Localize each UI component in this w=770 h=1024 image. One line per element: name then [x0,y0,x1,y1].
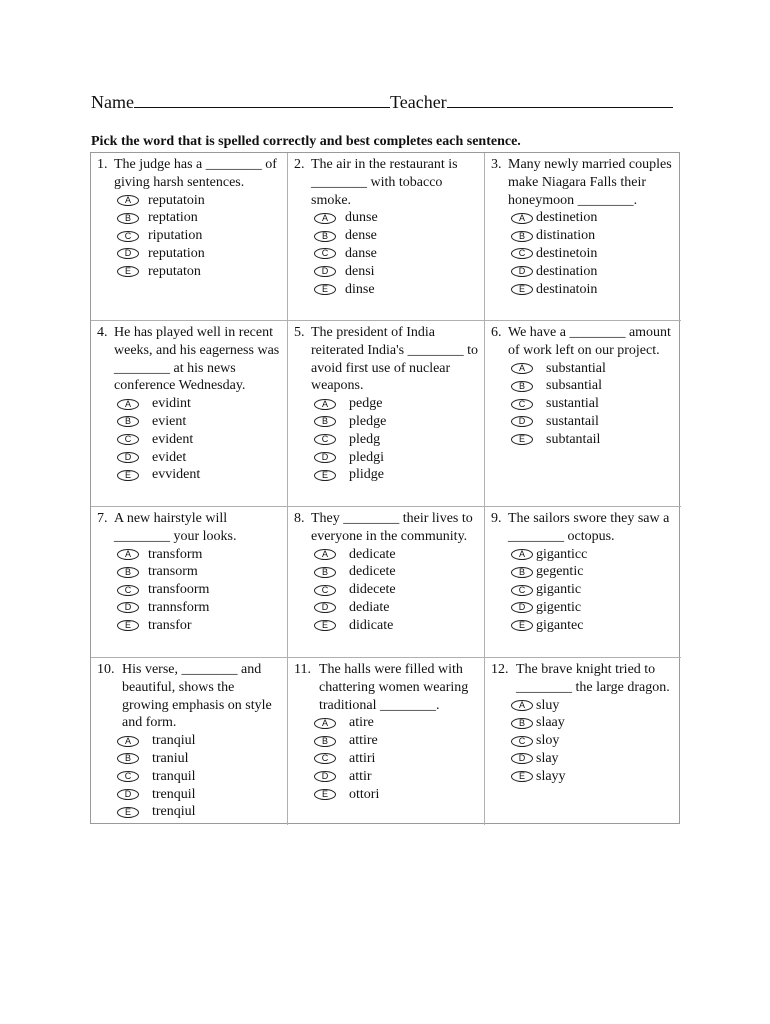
answer-option [314,563,480,581]
answer-word: evidint [152,396,191,412]
answer-bubble[interactable]: B [511,231,533,242]
answer-bubble[interactable]: A [117,399,139,410]
answer-option [117,263,283,281]
answer-word: attire [349,733,378,749]
answer-option [117,581,283,599]
answer-word: reptation [148,210,198,226]
question-number: 5. [294,325,305,340]
answer-option [117,786,283,804]
answer-option [117,599,283,617]
answer-bubble[interactable]: C [314,753,336,764]
question [294,510,480,546]
answer-bubble[interactable]: E [511,434,533,445]
answer-bubble[interactable]: D [511,266,533,277]
answer-bubble[interactable]: E [117,266,139,277]
answer-bubble[interactable]: C [511,248,533,259]
answer-word: dunse [345,210,378,226]
answer-word: tranquil [152,768,196,784]
instructions: Pick the word that is spelled correctly and best completes each sentence. [91,134,521,149]
question-number: 8. [294,511,305,526]
question-text: The president of India reiterated India's ________ to avoid first use of nuclear weapons. [311,325,478,394]
answer-word: plidge [349,467,384,483]
answer-word: destinetoin [536,245,598,261]
question [97,661,283,732]
answer-option [511,377,677,395]
answer-bubble[interactable]: C [511,399,533,410]
question [491,324,677,360]
answer-bubble[interactable]: E [314,620,336,631]
answer-options [511,209,677,298]
answer-word: attiri [349,750,376,766]
answer-word: giganticc [536,546,588,562]
answer-word: sustantail [546,413,599,429]
answer-bubble[interactable]: D [117,248,139,259]
question-cell [485,658,681,825]
question-text: Many newly married couples make Niagara Falls their honeymoon ________. [508,157,672,208]
question-text: The sailors swore they saw a ________ octopus. [508,511,670,544]
answer-word: subtantail [546,431,601,447]
answer-bubble[interactable]: A [511,213,533,224]
answer-option [117,563,283,581]
answer-option [117,227,283,245]
question-cell [91,321,288,507]
answer-bubble[interactable]: E [511,284,533,295]
answer-option [314,599,480,617]
answer-option [314,714,480,732]
question-number: 11. [294,662,311,677]
answer-option [511,768,677,786]
answer-word: tranqiul [152,733,196,749]
answer-bubble[interactable]: C [117,771,139,782]
answer-word: gigantic [536,582,582,598]
answer-options [314,209,480,298]
answer-option [511,581,677,599]
answer-option [511,732,677,750]
answer-word: didecete [349,582,396,598]
answer-option [117,546,283,564]
answer-word: slayy [536,768,566,784]
answer-option [511,395,677,413]
answer-word: densi [345,263,375,279]
answer-word: gigentic [536,599,582,615]
answer-option [117,449,283,467]
answer-option [511,413,677,431]
answer-bubble[interactable]: B [117,567,139,578]
answer-option [314,281,480,299]
answer-bubble[interactable]: D [314,266,336,277]
answer-option [314,732,480,750]
answer-option [511,245,677,263]
answer-bubble[interactable]: D [117,789,139,800]
name-blank[interactable] [134,91,390,108]
answer-option [117,750,283,768]
answer-bubble[interactable]: B [117,213,139,224]
answer-option [117,245,283,263]
answer-option [511,209,677,227]
answer-bubble[interactable]: A [117,736,139,747]
answer-options [511,360,677,449]
answer-word: atire [349,715,374,731]
answer-word: sustantial [546,396,599,412]
answer-option [314,227,480,245]
question-number: 2. [294,157,305,172]
answer-options [314,395,480,484]
question-cell [91,658,288,825]
question-cell [485,153,681,321]
answer-word: sluy [536,697,560,713]
answer-option [117,192,283,210]
question-cell [288,153,485,321]
answer-word: dediate [349,599,390,615]
answer-bubble[interactable]: D [511,602,533,613]
answer-options [314,546,480,635]
answer-options [511,697,677,786]
question-text: The halls were filled with chattering women wearing traditional ________. [319,662,469,713]
answer-bubble[interactable]: B [314,736,336,747]
answer-bubble[interactable]: D [511,416,533,427]
question-number: 4. [97,325,108,340]
teacher-label: Teacher [389,92,447,112]
question-cell [288,658,485,825]
question [294,324,480,395]
answer-bubble[interactable]: E [314,789,336,800]
question-number: 7. [97,511,108,526]
answer-word: gegentic [536,564,584,580]
question-text: A new hairstyle will ________ your looks. [114,511,237,544]
answer-option [314,750,480,768]
answer-bubble[interactable]: D [314,602,336,613]
answer-bubble[interactable]: A [117,549,139,560]
question-cell [485,321,681,507]
teacher-blank[interactable] [447,91,673,108]
question [97,324,283,395]
answer-word: destinetion [536,210,598,226]
header-line [91,91,691,113]
answer-bubble[interactable]: C [314,585,336,596]
answer-option [511,563,677,581]
answer-options [117,732,283,821]
answer-option [117,617,283,635]
answer-word: transorm [148,564,198,580]
question-cell [91,153,288,321]
question-text: His verse, ________ and beautiful, shows the growing emphasis on style and form. [122,662,272,731]
answer-bubble[interactable]: B [117,753,139,764]
question [97,156,283,192]
question-cell [485,507,681,658]
answer-option [314,786,480,804]
answer-bubble[interactable]: E [117,620,139,631]
answer-word: attir [349,768,372,784]
answer-word: slaay [536,715,565,731]
answer-option [314,466,480,484]
answer-bubble[interactable]: A [511,700,533,711]
answer-bubble[interactable]: D [314,452,336,463]
answer-bubble[interactable]: B [511,718,533,729]
answer-word: trenquil [152,786,196,802]
question [491,661,677,697]
answer-option [511,227,677,245]
answer-word: pledgi [349,449,384,465]
answer-bubble[interactable]: B [511,381,533,392]
answer-word: reputation [148,245,205,261]
answer-option [314,431,480,449]
answer-option [314,395,480,413]
answer-bubble[interactable]: A [314,549,336,560]
answer-word: destination [536,263,598,279]
answer-word: dinse [345,281,375,297]
question-number: 12. [491,662,509,677]
answer-option [511,697,677,715]
question-cell [288,321,485,507]
answer-bubble[interactable]: C [314,248,336,259]
question-number: 9. [491,511,502,526]
answer-options [117,192,283,281]
answer-option [511,599,677,617]
answer-bubble[interactable]: D [511,753,533,764]
answer-bubble[interactable]: C [511,585,533,596]
answer-bubble[interactable]: D [314,771,336,782]
answer-options [314,714,480,803]
answer-word: substantial [546,360,606,376]
answer-bubble[interactable]: A [511,363,533,374]
answer-word: dense [345,228,377,244]
answer-option [117,803,283,821]
answer-option [511,281,677,299]
answer-word: evidet [152,449,187,465]
answer-bubble[interactable]: E [511,620,533,631]
answer-bubble[interactable]: B [314,416,336,427]
answer-option [511,360,677,378]
answer-word: reputatoin [148,192,205,208]
answer-word: slay [536,750,559,766]
answer-option [511,431,677,449]
question-text: He has played well in recent weeks, and his eagerness was ________ at his news conference Wednesday. [114,325,280,394]
answer-option [314,245,480,263]
answer-word: traniul [152,750,189,766]
answer-bubble[interactable]: C [117,434,139,445]
question-text: The air in the restaurant is ________ with tobacco smoke. [311,157,458,208]
answer-option [511,714,677,732]
answer-word: evident [152,431,194,447]
answer-word: evvident [152,467,201,483]
answer-word: riputation [148,228,203,244]
answer-word: pedge [349,396,383,412]
answer-word: dedicete [349,564,396,580]
answer-option [117,209,283,227]
answer-option [511,750,677,768]
answer-bubble[interactable]: A [314,213,336,224]
answer-bubble[interactable]: C [314,434,336,445]
answer-option [511,617,677,635]
answer-option [314,546,480,564]
answer-bubble[interactable]: E [314,284,336,295]
answer-option [117,466,283,484]
question [491,510,677,546]
answer-bubble[interactable]: D [117,452,139,463]
answer-option [117,413,283,431]
question-number: 10. [97,662,115,677]
question [97,510,283,546]
answer-bubble[interactable]: E [117,807,139,818]
answer-word: pledg [349,431,381,447]
answer-option [117,431,283,449]
answer-option [314,263,480,281]
answer-word: trannsform [148,599,210,615]
answer-bubble[interactable]: B [314,231,336,242]
answer-bubble[interactable]: A [511,549,533,560]
answer-bubble[interactable]: E [314,470,336,481]
answer-bubble[interactable]: B [314,567,336,578]
answer-word: transfoorm [148,582,210,598]
answer-word: didicate [349,617,394,633]
question-number: 3. [491,157,502,172]
answer-option [314,449,480,467]
answer-option [511,263,677,281]
answer-bubble[interactable]: A [314,718,336,729]
answer-bubble[interactable]: B [511,567,533,578]
answer-bubble[interactable]: A [314,399,336,410]
answer-word: ottori [349,786,380,802]
answer-option [117,732,283,750]
question-cell [91,507,288,658]
answer-bubble[interactable]: A [117,195,139,206]
answer-bubble[interactable]: E [511,771,533,782]
answer-bubble[interactable]: E [117,470,139,481]
question-text: The brave knight tried to ________ the large dragon. [516,662,670,695]
answer-word: dedicate [349,546,396,562]
answer-bubble[interactable]: B [117,416,139,427]
answer-options [511,546,677,635]
question-text: We have a ________ amount of work left on our project. [508,325,671,358]
answer-option [117,395,283,413]
answer-word: gigantec [536,617,584,633]
answer-bubble[interactable]: C [511,736,533,747]
question-text: The judge has a ________ of giving harsh sentences. [114,157,277,190]
question-number: 1. [97,157,108,172]
answer-bubble[interactable]: D [117,602,139,613]
answer-word: transform [148,546,203,562]
answer-word: evient [152,413,187,429]
answer-word: danse [345,245,377,261]
answer-word: subsantial [546,378,602,394]
answer-option [511,546,677,564]
answer-bubble[interactable]: C [117,585,139,596]
question-cell [288,507,485,658]
question [294,156,480,209]
answer-option [314,581,480,599]
question-text: They ________ their lives to everyone in the community. [311,511,473,544]
question [491,156,677,209]
answer-option [314,413,480,431]
answer-word: transfor [148,617,192,633]
answer-option [314,768,480,786]
name-label: Name [91,92,134,112]
answer-bubble[interactable]: C [117,231,139,242]
answer-word: trenqiul [152,804,196,820]
answer-word: sloy [536,733,560,749]
question [294,661,480,714]
answer-options [117,395,283,484]
answer-word: pledge [349,413,387,429]
answer-options [117,546,283,635]
answer-word: destinatoin [536,281,598,297]
question-grid [90,152,680,824]
answer-option [117,768,283,786]
question-number: 6. [491,325,502,340]
answer-word: reputaton [148,263,201,279]
answer-option [314,209,480,227]
answer-option [314,617,480,635]
answer-word: distination [536,228,596,244]
